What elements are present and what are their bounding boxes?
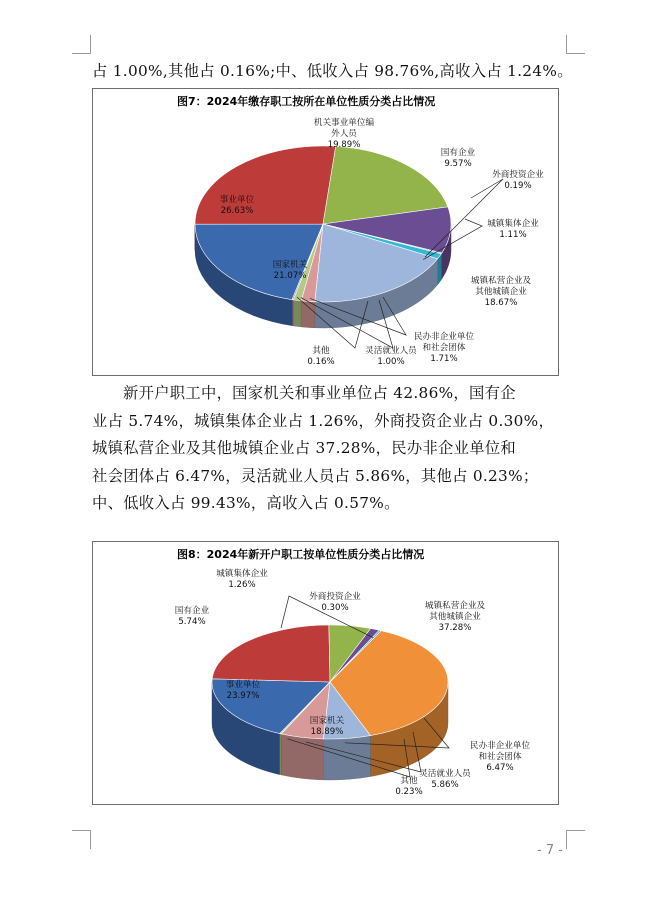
body-paragraph bbox=[92, 380, 567, 518]
slice-label: 事业单位 26.63% bbox=[219, 195, 255, 216]
pie-chart-8 bbox=[93, 542, 558, 804]
slice-label: 国家机关 18.89% bbox=[309, 716, 345, 737]
pie-slice-7-1 bbox=[195, 146, 336, 224]
slice-label: 灵活就业人员 5.86% bbox=[419, 769, 471, 790]
paragraph-line: 社会团体占 6.47%，灵活就业人员占 5.86%，其他占 0.23%； bbox=[92, 466, 539, 485]
slice-label: 城镇集体企业 1.11% bbox=[487, 219, 539, 240]
crop-mark-top-right bbox=[566, 35, 585, 54]
slice-label: 国有企业 5.74% bbox=[174, 606, 210, 627]
paragraph-line: 新开户职工中，国家机关和事业单位占 42.86%，国有企 bbox=[123, 384, 516, 402]
slice-label: 民办非企业单位和社会团体 1.71% bbox=[413, 332, 475, 364]
page-number: - 7 - bbox=[537, 843, 563, 858]
slice-label: 其他 0.16% bbox=[307, 346, 335, 367]
slice-label: 城镇集体企业 1.26% bbox=[216, 569, 268, 590]
pie-slice-8-1 bbox=[212, 625, 330, 682]
slice-label: 城镇私营企业及其他城镇企业 18.67% bbox=[470, 276, 532, 308]
pie-slice-side-8 bbox=[323, 736, 370, 780]
crop-mark-bottom-right bbox=[566, 830, 585, 849]
paragraph-line: 城镇私营企业及其他城镇企业占 37.28%，民办非企业单位和 bbox=[92, 439, 517, 457]
figure-7 bbox=[92, 88, 559, 376]
figure-8 bbox=[92, 541, 559, 805]
pie-slice-side-7 bbox=[293, 300, 301, 327]
slice-label: 国有企业 9.57% bbox=[440, 148, 476, 169]
intro-text bbox=[92, 58, 573, 86]
slice-label: 城镇私营企业及其他城镇企业 37.28% bbox=[424, 601, 486, 633]
slice-label: 灵活就业人员 1.00% bbox=[365, 346, 417, 367]
chart-title: 图7：2024年缴存职工按所在单位性质分类占比情况 bbox=[177, 95, 436, 108]
pie-slice-side-8 bbox=[281, 734, 323, 780]
slice-label: 外商投资企业 0.19% bbox=[492, 170, 544, 191]
slice-label: 外商投资企业 0.30% bbox=[309, 592, 361, 613]
slice-label: 其他 0.23% bbox=[395, 776, 423, 797]
crop-mark-bottom-left bbox=[72, 830, 91, 849]
slice-label: 事业单位 23.97% bbox=[225, 680, 261, 701]
paragraph-line: 中、低收入占 99.43%，高收入占 0.57%。 bbox=[92, 494, 400, 512]
intro-line: 占 1.00%,其他占 0.16%;中、低收入占 98.76%,高收入占 1.24%。 bbox=[92, 62, 573, 80]
slice-label: 民办非企业单位和社会团体 6.47% bbox=[469, 741, 531, 773]
chart-title: 图8：2024年新开户职工按单位性质分类占比情况 bbox=[177, 548, 425, 561]
slice-label: 国家机关 21.07% bbox=[272, 260, 308, 281]
slice-label: 机关事业单位编外人员 19.89% bbox=[313, 118, 375, 150]
paragraph-line: 业占 5.74%，城镇集体企业占 1.26%，外商投资企业占 0.30%， bbox=[92, 411, 555, 430]
pie-slice-side-7 bbox=[301, 301, 315, 328]
crop-mark-top-left bbox=[72, 35, 91, 54]
pie-slice-side-8 bbox=[280, 734, 282, 775]
pie-chart-7 bbox=[93, 89, 558, 375]
